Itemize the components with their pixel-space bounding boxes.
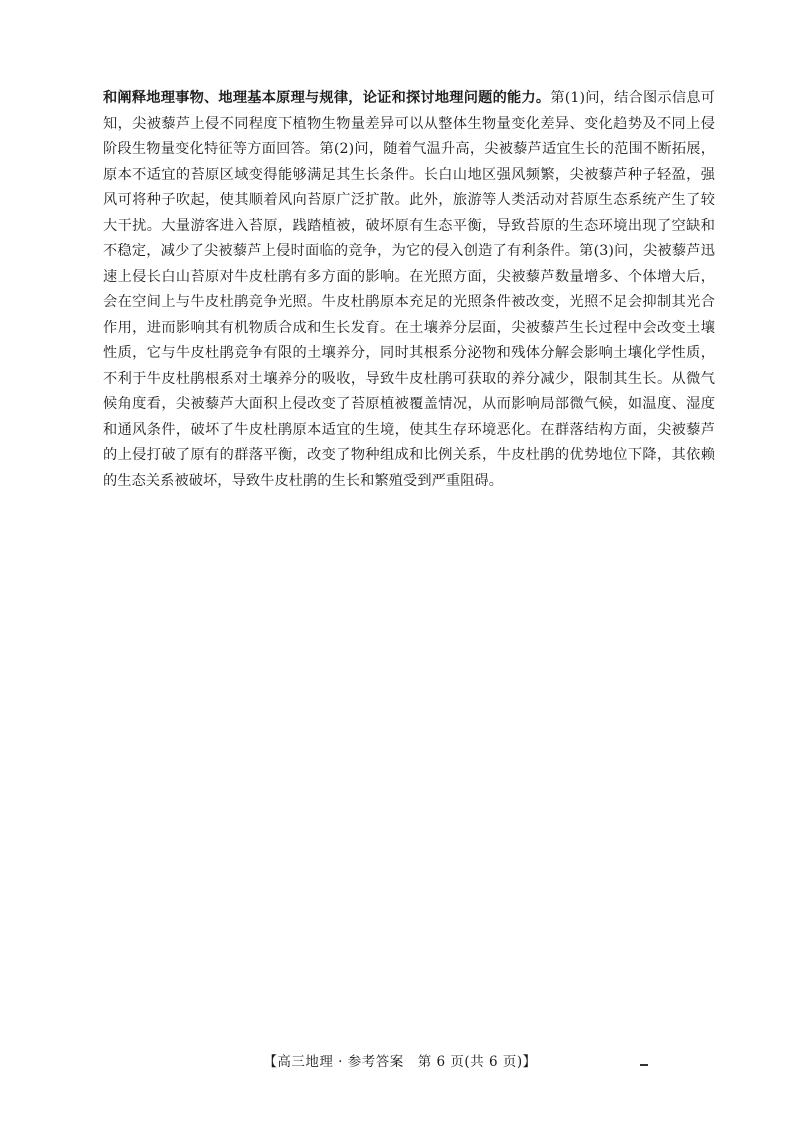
paragraph-body: 第(1)问，结合图示信息可知，尖被藜芦上侵不同程度下植物生物量差异可以从整体生物量变化差异、变化趋势及不同上侵阶段生物量变化特征等方面回答。第(2)问，随着气温升高，尖被藜芦适宜生长的范围不断拓展，原本不适宜的苔原区域变得能够满足其生长条件。长白山地区强风频繁，尖被藜芦种子轻盈，强风可将种子吹起，使其顺着风向苔原广泛扩散。此外，旅游等人类活动对苔原生态系统产生了较大干扰。大量游客进入苔原，践踏植被，破坏原有生态平衡，导致苔原的生态环境出现了空缺和不稳定，减少了尖被藜芦上侵时面临的竞争，为它的侵入创造了有利条件。第(3)问，尖被藜芦迅速上侵长白山苔原对牛皮杜鹃有多方面的影响。在光照方面，尖被藜芦数量增多、个体增大后，会在空间上与牛皮杜鹃竞争光照。牛皮杜鹃原本充足的光照条件被改变，光照不足会抑制其光合作用，进而影响其有机物质合成和生长发育。在土壤养分层面，尖被藜芦生长过程中会改变土壤性质，它与牛皮杜鹃竞争有限的土壤养分，同时其根系分泌物和残体分解会影响土壤化学性质，不利于牛皮杜鹃根系对土壤养分的吸收，导致牛皮杜鹃可获取的养分减少，限制其生长。从微气候角度看，尖被藜芦大面积上侵改变了苔原植被覆盖情况，从而影响局部微气候，如温度、湿度和通风条件，破坏了牛皮杜鹃原本适宜的生境，使其生存环境恶化。在群落结构方面，尖被藜芦的上侵打破了原有的群落平衡，改变了物种组成和比例关系，牛皮杜鹃的优势地位下降，其依赖的生态关系被破坏，导致牛皮杜鹃的生长和繁殖受到严重阻碍。	[103, 90, 715, 489]
paragraph-lead-bold: 和阐释地理事物、地理基本原理与规律，论证和探讨地理问题的能力。	[103, 90, 551, 106]
answer-explanation-paragraph	[103, 86, 715, 494]
footer-mark	[640, 1064, 648, 1066]
page-footer: 【高三地理 · 参考答案 第 6 页(共 6 页)】	[263, 1054, 537, 1070]
